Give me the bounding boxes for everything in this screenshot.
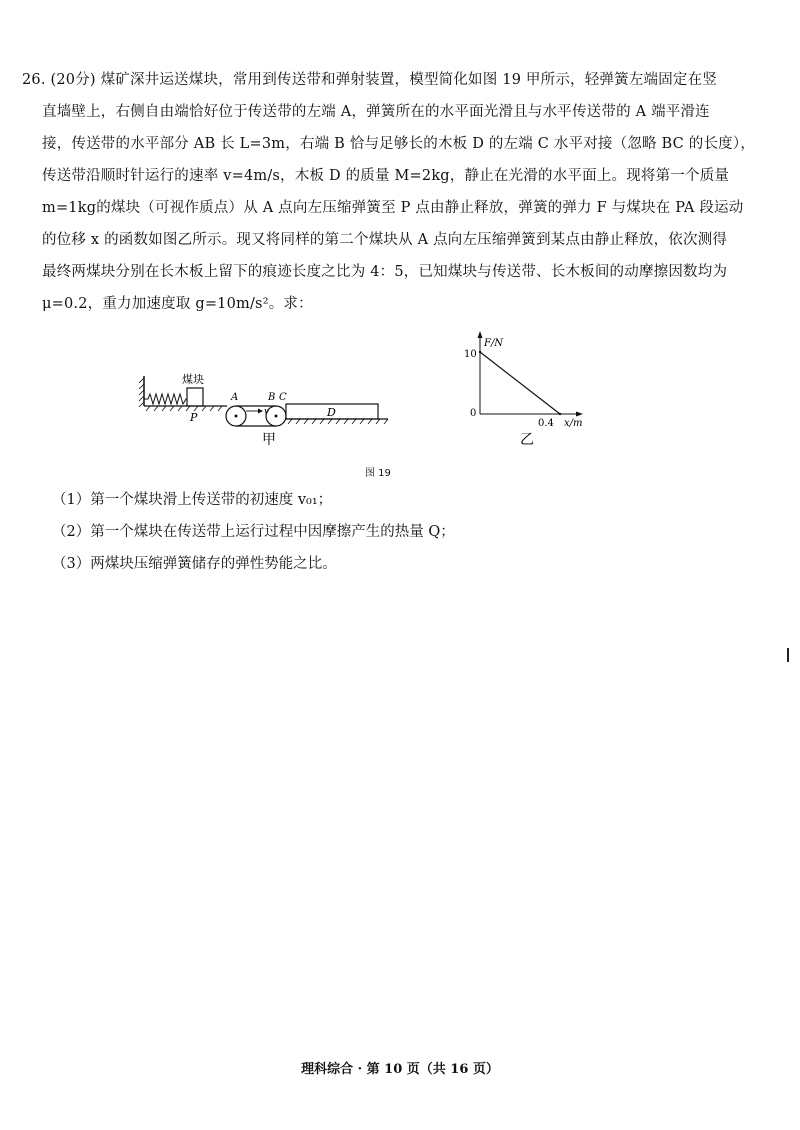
- page-footer: 理科综合 · 第 10 页（共 16 页）: [301, 1062, 499, 1077]
- x-axis-arrow: [576, 412, 583, 417]
- figure-yi: [464, 331, 583, 448]
- figure-caption: 图 19: [365, 468, 391, 479]
- velocity-label: v: [264, 407, 270, 417]
- problem-line-1: [22, 64, 762, 96]
- problem-text: 煤矿深井运送煤块，常用到传送带和弹射装置，模型简化如图 19 甲所示，轻弹簧左端固定在竖: [100, 72, 718, 88]
- right-roller-axle: [275, 415, 278, 418]
- problem-26: [22, 64, 762, 320]
- data-point-start: [479, 351, 481, 353]
- jia-label: 甲: [262, 432, 276, 448]
- yi-label: 乙: [520, 432, 534, 448]
- velocity-arrowhead: [258, 409, 263, 414]
- problem-line-6: 的位移 x 的函数如图乙所示。现又将同样的第二个煤块从 A 点向左压缩弹簧到某点由静止释放，依次测得: [42, 232, 728, 248]
- point-C: C: [279, 392, 287, 403]
- y-axis-label: F/N: [484, 338, 504, 349]
- point-B: B: [268, 392, 276, 403]
- y-tick-label: 10: [464, 349, 477, 360]
- board-label: D: [327, 406, 336, 419]
- point-P: P: [190, 411, 198, 424]
- coal-block: [187, 388, 203, 406]
- figure-19: [130, 328, 650, 478]
- y-axis-arrow: [478, 331, 483, 338]
- question-3: （3）两煤块压缩弹簧储存的弹性势能之比。: [52, 556, 337, 572]
- x-axis-label: x/m: [564, 418, 583, 429]
- left-roller-axle: [235, 415, 238, 418]
- point-A: A: [231, 392, 239, 403]
- problem-line-4: 传送带沿顺时针运行的速率 v=4m/s，木板 D 的质量 M=2kg，静止在光滑的水平面上。现将第一个质量: [42, 168, 730, 184]
- spring: [144, 394, 190, 404]
- problem-line-2: 直墙壁上，右侧自由端恰好位于传送带的左端 A，弹簧所在的水平面光滑且与水平传送带的 A 端平滑连: [42, 104, 710, 120]
- problem-line-3: 接，传送带的水平部分 AB 长 L=3m，右端 B 恰与足够长的木板 D 的左端 C 水平对接（忽略 BC 的长度），: [42, 136, 756, 152]
- x-tick-label: 0.4: [538, 418, 554, 429]
- ground-hatching-right: [288, 419, 388, 424]
- problem-line-5: m=1kg的煤块（可视作质点）从 A 点向左压缩弹簧至 P 点由静止释放，弹簧的弹力 F 与煤块在 PA 段运动: [42, 200, 744, 216]
- question-2: （2）第一个煤块在传送带上运行过程中因摩擦产生的热量 Q；: [52, 524, 455, 540]
- question-list: [52, 484, 752, 580]
- data-point-end: [559, 413, 561, 415]
- problem-number: 26.: [22, 72, 46, 88]
- problem-points: (20分): [50, 72, 96, 88]
- origin-label: 0: [470, 408, 477, 419]
- question-1: （1）第一个煤块滑上传送带的初速度 v₀₁；: [52, 492, 333, 508]
- block-label: 煤块: [182, 373, 204, 386]
- problem-line-7: 最终两煤块分别在长木板上留下的痕迹长度之比为 4：5，已知煤块与传送带、长木板间的动摩擦因数均为: [42, 264, 728, 280]
- figure-jia: [139, 372, 388, 448]
- force-line-series: [480, 352, 560, 414]
- ground-hatching-left: [146, 406, 222, 411]
- problem-line-8: μ=0.2，重力加速度取 g=10m/s²。求：: [42, 296, 313, 312]
- scan-edge-mark: [787, 648, 789, 662]
